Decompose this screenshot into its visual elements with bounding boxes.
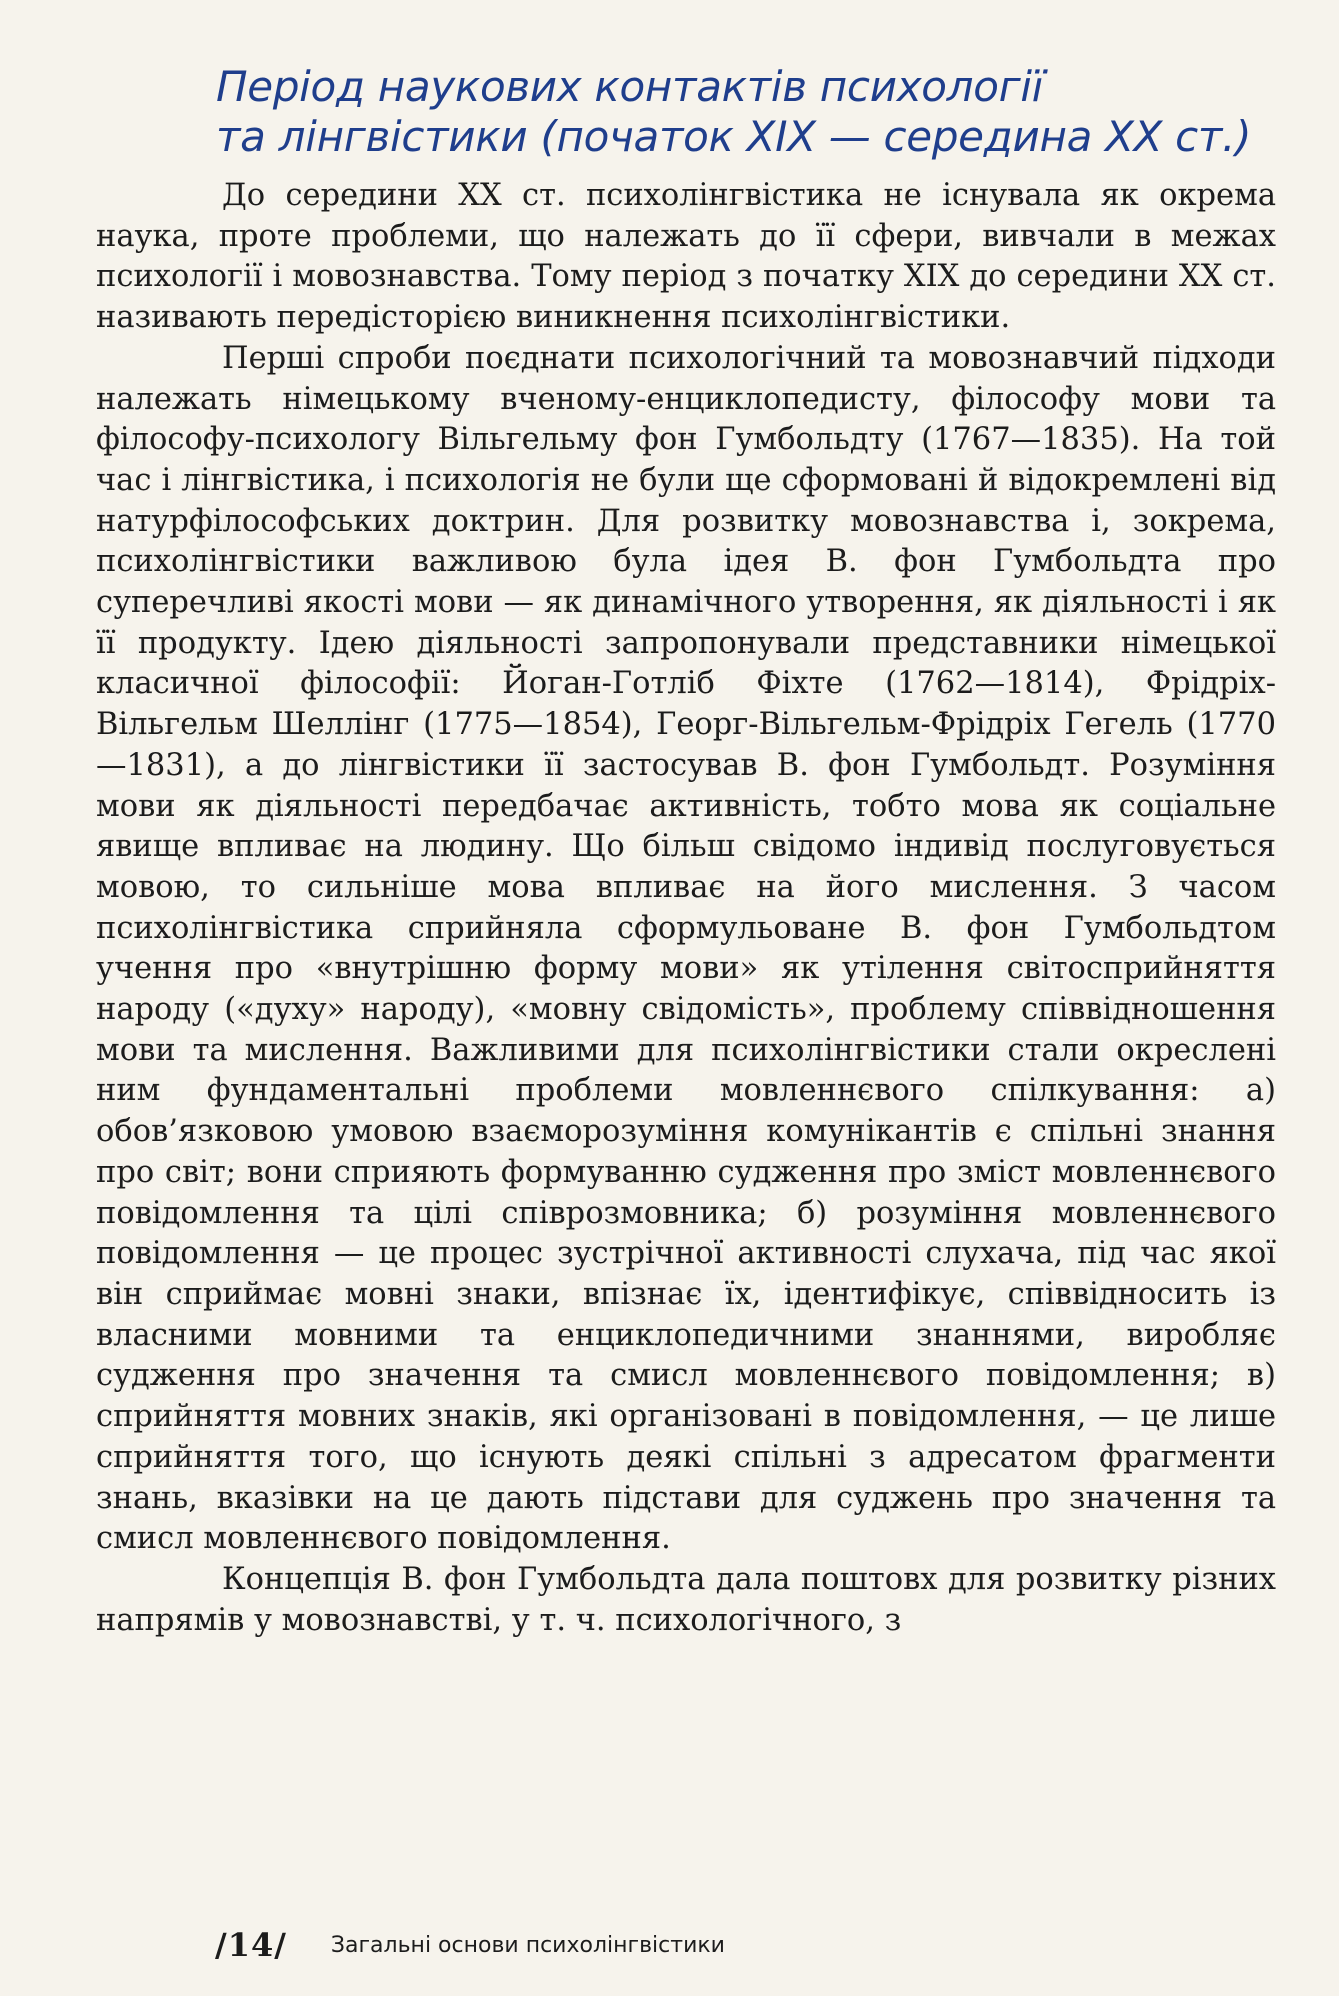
body-text <box>96 176 1276 1641</box>
section-heading <box>216 62 1276 162</box>
page-number: /14/ <box>215 1926 287 1964</box>
page-footer <box>215 1920 725 1970</box>
paragraph-1: До середини XX ст. психолінгвістика не існувала як окрема наука, проте проблеми, що належать до її сфери, вивчали в межах психології і мовознавства. Тому період з початку XIX до середини XX ст. називають передісторією виникнення психолінгвістики. <box>96 178 1276 336</box>
section-heading-line-2: та лінгвістики (початок XIX — середина XX ст.) <box>216 112 1252 161</box>
paragraph-3: Концепція В. фон Гумбольдта дала поштовх для розвитку різних напрямів у мовознавстві, у т. ч. психологічного, з <box>96 1561 1276 1638</box>
section-heading-line-1: Період наукових контактів психології <box>216 62 1044 111</box>
running-title: Загальні основи психолінгвістики <box>330 1932 725 1958</box>
paragraph-2: Перші спроби поєднати психологічний та мовознавчий підходи належать німецькому вченому-енциклопедисту, філософу мови та філософу-психологу Вільгельму фон Гумбольдту (1767—1835). На той час і лінгвістика, і психологія не були ще сформовані й відокремлені від натурфілософських доктрин. Для розвитку мовознавства і, зокрема, психолінгвістики важливою була ідея В. фон Гумбольдта про суперечливі якості мови — як динамічного утворення, як діяльності і як її продукту. Ідею діяльності запропонували представники німецької класичної філософії: Йоган-Готліб Фіхте (1762—1814), Фрідріх-Вільгельм Шеллінг (1775—1854), Георг-Вільгельм-Фрідріх Гегель (1770—1831), а до лінгвістики її застосував В. фон Гумбольдт. Розуміння мови як діяльності передбачає активність, тобто мова як соціальне явище впливає на людину. Що більш свідомо індивід послуговується мовою, то сильніше мова впливає на його мислення. З часом психолінгвістика сприйняла сформульоване В. фон Гумбольдтом учення про «внутрішню форму мови» як утілення світосприйняття народу («духу» народу), «мовну свідомість», проблему співвідношення мови та мислення. Важливими для психолінгвістики стали окреслені ним фундаментальні проблеми мовленнєвого спілкування: а) обов’язковою умовою взаєморозуміння комунікантів є спільні знання про світ; вони сприяють формуванню судження про зміст мовленнєвого повідомлення та цілі співрозмовника; б) розуміння мовленнєвого повідомлення — це процес зустрічної активності слухача, під час якої він сприймає мовні знаки, впізнає їх, ідентифікує, співвідносить із власними мовними та енциклопедичними знаннями, виробляє судження про значення та смисл мовленнєвого повідомлення; в) сприйняття мовних знаків, які організовані в повідомлення, — це лише сприйняття того, що існують деякі спільні з адресатом фрагменти знань, вказівки на це дають підстави для суджень про значення та смисл мовленнєвого повідомлення. <box>96 340 1276 1557</box>
